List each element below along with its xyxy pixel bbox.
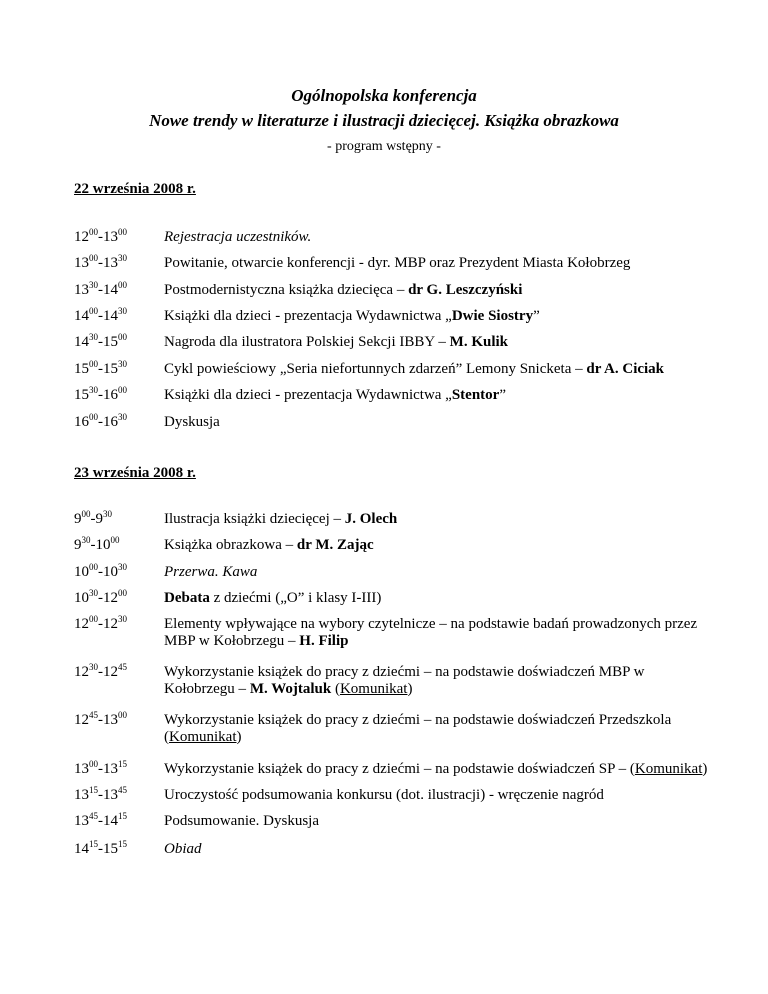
end-hour: 13 xyxy=(103,787,118,803)
time-range xyxy=(74,308,164,325)
start-hour: 13 xyxy=(74,787,89,803)
session-description xyxy=(164,841,714,858)
session-description xyxy=(164,616,714,650)
end-minute: 15 xyxy=(118,839,127,849)
start-hour: 10 xyxy=(74,564,89,580)
time-separator: - xyxy=(90,511,96,527)
end-hour: 15 xyxy=(103,361,118,377)
description-text: ) xyxy=(702,761,708,777)
day2-heading: 23 września 2008 r. xyxy=(74,465,196,481)
start-hour: 15 xyxy=(74,361,89,377)
time-separator: - xyxy=(98,308,103,324)
session-description xyxy=(164,414,714,431)
time-separator: - xyxy=(98,414,103,430)
session-description xyxy=(164,387,714,404)
session-description xyxy=(164,511,714,528)
start-hour: 14 xyxy=(74,334,89,350)
time-separator: - xyxy=(98,564,103,580)
end-hour: 16 xyxy=(103,387,118,403)
description-text: Cykl powieściowy „Seria niefortunnych zdarzeń” Lemony Snicketa – xyxy=(164,361,587,377)
end-minute: 00 xyxy=(118,332,127,342)
start-minute: 00 xyxy=(89,759,98,769)
time-range xyxy=(74,334,164,351)
end-minute: 30 xyxy=(118,253,127,263)
start-minute: 00 xyxy=(81,509,91,519)
session-description xyxy=(164,255,714,272)
start-hour: 13 xyxy=(74,813,89,829)
description-text: ” xyxy=(533,308,540,324)
end-hour: 14 xyxy=(103,308,118,324)
speaker-name: Dwie Siostry xyxy=(451,308,534,324)
start-hour: 13 xyxy=(74,282,89,298)
start-minute: 30 xyxy=(89,588,98,598)
start-minute: 30 xyxy=(89,332,98,342)
speaker-name: H. Filip xyxy=(299,633,349,649)
end-hour: 13 xyxy=(103,712,118,728)
program-note: - program wstępny - xyxy=(327,139,441,154)
end-minute: 00 xyxy=(118,710,127,720)
end-minute: 15 xyxy=(118,759,127,769)
start-hour: 13 xyxy=(74,761,89,777)
start-minute: 00 xyxy=(89,306,98,316)
session-description xyxy=(164,229,714,246)
time-separator: - xyxy=(98,761,103,777)
start-minute: 30 xyxy=(81,535,91,545)
time-separator: - xyxy=(98,841,103,857)
start-minute: 30 xyxy=(89,385,98,395)
end-hour: 16 xyxy=(103,414,118,430)
session-description xyxy=(164,787,714,804)
end-hour: 15 xyxy=(103,841,118,857)
conference-subtitle: Nowe trendy w literaturze i ilustracji dziecięcej. Książka obrazkowa xyxy=(149,111,619,130)
time-range xyxy=(74,712,164,729)
description-text: Elementy wpływające na wybory czytelnicze – na podstawie badań prowadzonych przez MBP w Kołobrzegu – xyxy=(164,616,698,649)
time-range xyxy=(74,590,164,607)
description-text: Przerwa. Kawa xyxy=(164,564,258,580)
time-range xyxy=(74,841,164,858)
start-hour: 12 xyxy=(74,616,89,632)
description-text: Książka obrazkowa – xyxy=(164,537,297,553)
start-minute: 00 xyxy=(89,227,98,237)
start-hour: 9 xyxy=(74,537,82,553)
end-minute: 00 xyxy=(110,535,120,545)
end-minute: 00 xyxy=(118,280,127,290)
time-range xyxy=(74,616,164,633)
description-text: Książki dla dzieci - prezentacja Wydawnictwa „ xyxy=(164,308,452,324)
speaker-name: dr G. Leszczyński xyxy=(408,282,523,298)
time-range xyxy=(74,564,164,581)
start-minute: 15 xyxy=(89,785,98,795)
description-text: Ilustracja książki dziecięcej – xyxy=(164,511,345,527)
start-hour: 9 xyxy=(74,511,82,527)
start-minute: 00 xyxy=(89,253,98,263)
description-text: Powitanie, otwarcie konferencji - dyr. MBP oraz Prezydent Miasta Kołobrzeg xyxy=(164,255,631,271)
end-hour: 9 xyxy=(95,511,103,527)
end-hour: 14 xyxy=(103,813,118,829)
time-separator: - xyxy=(98,787,103,803)
time-range xyxy=(74,511,164,528)
end-hour: 15 xyxy=(103,334,118,350)
end-minute: 00 xyxy=(118,385,127,395)
start-minute: 45 xyxy=(89,811,98,821)
communication-label: Komunikat xyxy=(169,729,237,745)
description-text: Dyskusja xyxy=(164,414,220,430)
description-text: Postmodernistyczna książka dziecięca – xyxy=(164,282,409,298)
description-text: ) xyxy=(236,729,242,745)
start-hour: 13 xyxy=(74,255,89,271)
end-minute: 45 xyxy=(118,662,127,672)
session-description xyxy=(164,361,714,378)
session-description xyxy=(164,537,714,554)
time-range xyxy=(74,761,164,778)
time-range xyxy=(74,664,164,681)
end-minute: 45 xyxy=(118,785,127,795)
start-hour: 10 xyxy=(74,590,89,606)
description-text: Książki dla dzieci - prezentacja Wydawnictwa „ xyxy=(164,387,452,403)
start-minute: 00 xyxy=(89,359,98,369)
time-separator: - xyxy=(98,255,103,271)
time-separator: - xyxy=(98,590,103,606)
start-minute: 30 xyxy=(89,280,98,290)
time-separator: - xyxy=(98,664,103,680)
time-separator: - xyxy=(98,282,103,298)
speaker-name: J. Olech xyxy=(344,511,398,527)
time-separator: - xyxy=(98,229,103,245)
start-hour: 14 xyxy=(74,308,89,324)
session-description xyxy=(164,334,714,351)
session-description xyxy=(164,282,714,299)
start-hour: 12 xyxy=(74,712,89,728)
description-text: z dziećmi („O” i klasy I-III) xyxy=(209,590,382,606)
session-description xyxy=(164,564,714,581)
time-range xyxy=(74,229,164,246)
end-hour: 12 xyxy=(103,664,118,680)
session-description xyxy=(164,712,714,746)
start-hour: 15 xyxy=(74,387,89,403)
start-hour: 12 xyxy=(74,229,89,245)
description-text: Wykorzystanie książek do pracy z dziećmi – na podstawie doświadczeń MBP w Kołobrzegu – xyxy=(164,664,645,697)
speaker-name: M. Kulik xyxy=(449,334,509,350)
conference-title: Ogólnopolska konferencja xyxy=(291,86,477,105)
start-minute: 15 xyxy=(89,839,98,849)
day1-heading: 22 września 2008 r. xyxy=(74,181,196,197)
session-description xyxy=(164,813,714,830)
time-range xyxy=(74,813,164,830)
end-hour: 12 xyxy=(103,616,118,632)
start-minute: 00 xyxy=(89,562,98,572)
speaker-name: Stentor xyxy=(451,387,500,403)
description-text: ” xyxy=(499,387,507,403)
time-separator: - xyxy=(98,387,103,403)
time-range xyxy=(74,787,164,804)
description-text: Obiad xyxy=(164,841,202,857)
time-separator: - xyxy=(98,813,103,829)
start-minute: 00 xyxy=(89,412,98,422)
speaker-name: dr A. Ciciak xyxy=(586,361,665,377)
description-text: Uroczystość podsumowania konkursu (dot. ilustracji) - wręczenie nagród xyxy=(164,787,604,803)
start-minute: 00 xyxy=(89,614,98,624)
speaker-name: dr M. Zając xyxy=(296,537,374,553)
time-range xyxy=(74,537,164,554)
end-minute: 15 xyxy=(118,811,127,821)
end-hour: 14 xyxy=(103,282,118,298)
start-hour: 14 xyxy=(74,841,89,857)
time-range xyxy=(74,387,164,404)
speaker-name: Debata xyxy=(164,590,210,606)
communication-label: Komunikat xyxy=(634,761,703,777)
end-hour: 10 xyxy=(103,564,118,580)
end-minute: 30 xyxy=(118,359,127,369)
start-hour: 12 xyxy=(74,664,89,680)
session-description xyxy=(164,664,714,698)
time-separator: - xyxy=(90,537,96,553)
end-minute: 30 xyxy=(118,412,127,422)
end-hour: 10 xyxy=(95,537,111,553)
time-range xyxy=(74,361,164,378)
end-hour: 12 xyxy=(103,590,118,606)
end-minute: 30 xyxy=(118,562,127,572)
time-separator: - xyxy=(98,361,103,377)
time-range xyxy=(74,282,164,299)
end-hour: 13 xyxy=(103,229,118,245)
session-description xyxy=(164,590,714,607)
end-minute: 00 xyxy=(118,588,127,598)
communication-label: Komunikat xyxy=(339,681,408,697)
start-minute: 30 xyxy=(89,662,98,672)
session-description xyxy=(164,308,714,325)
end-hour: 13 xyxy=(103,255,118,271)
description-text: Wykorzystanie książek do pracy z dziećmi – na podstawie doświadczeń SP – ( xyxy=(164,761,635,777)
end-minute: 00 xyxy=(118,227,127,237)
time-range xyxy=(74,255,164,272)
time-separator: - xyxy=(98,334,103,350)
speaker-name: M. Wojtaluk xyxy=(249,681,332,697)
end-minute: 30 xyxy=(103,509,112,519)
start-hour: 16 xyxy=(74,414,89,430)
time-separator: - xyxy=(98,616,103,632)
end-minute: 30 xyxy=(118,306,127,316)
description-text: Podsumowanie. Dyskusja xyxy=(164,813,319,829)
description-text: ( xyxy=(331,681,340,697)
end-hour: 13 xyxy=(103,761,118,777)
start-minute: 45 xyxy=(89,710,98,720)
end-minute: 30 xyxy=(118,614,127,624)
description-text: Nagroda dla ilustratora Polskiej Sekcji IBBY – xyxy=(164,334,450,350)
description-text: Rejestracja uczestników. xyxy=(164,229,312,245)
session-description xyxy=(164,761,714,778)
description-text: ) xyxy=(407,681,413,697)
time-range xyxy=(74,414,164,431)
description-text: Wykorzystanie książek do pracy z dziećmi – na podstawie doświadczeń Przedszkola ( xyxy=(164,712,672,745)
time-separator: - xyxy=(98,712,103,728)
